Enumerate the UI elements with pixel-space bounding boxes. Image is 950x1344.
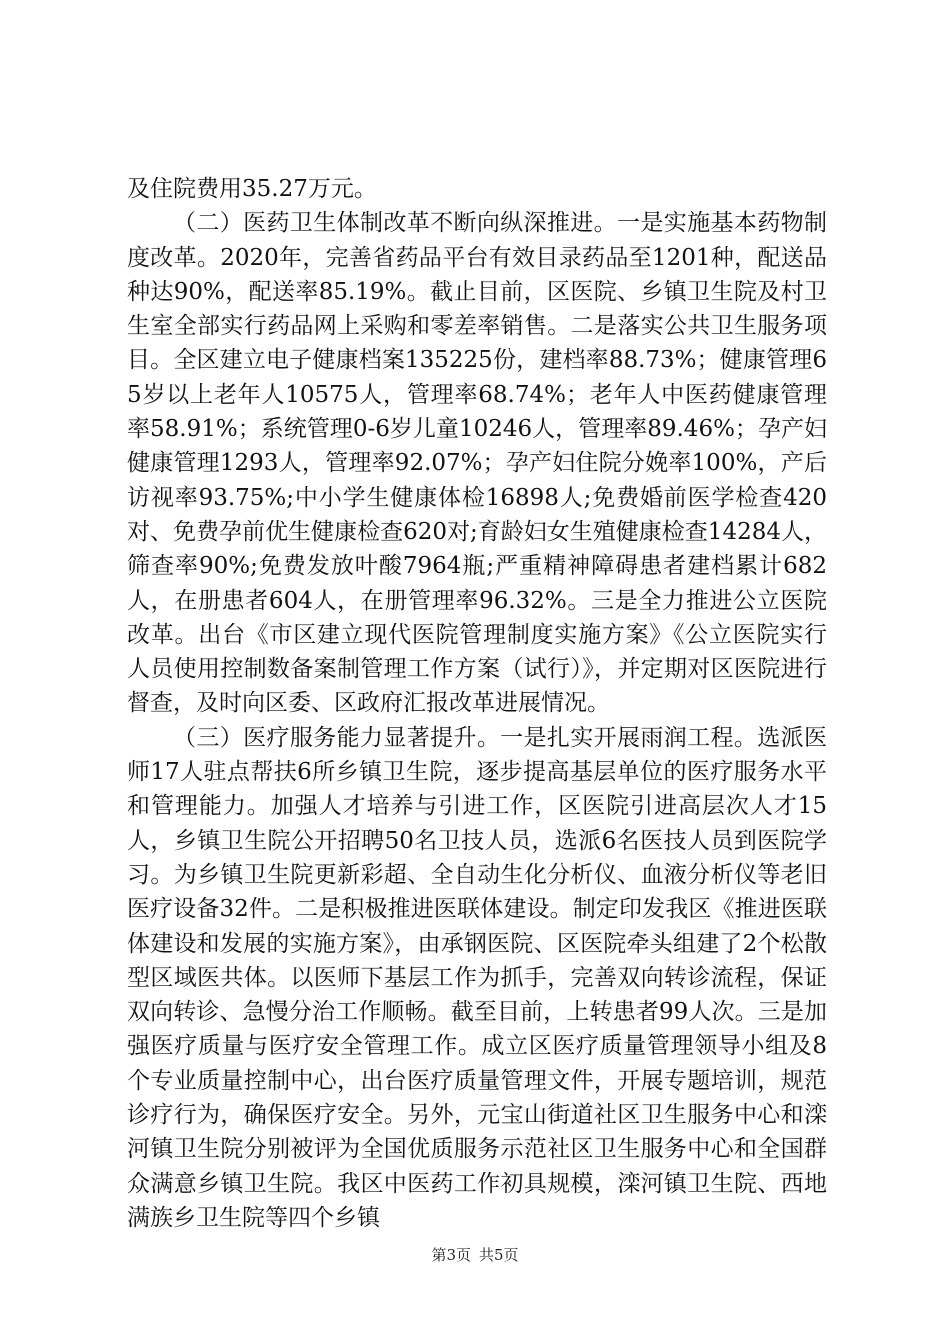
page-number: 第3页: [431, 1246, 471, 1264]
paragraph-2: （二）医药卫生体制改革不断向纵深推进。一是实施基本药物制度改革。2020年，完善省药品平台有效目录药品至1201种，配送品种达90%，配送率85.19%。截止目前，区医院、乡镇卫生院及村卫生室全部实行药品网上采购和零差率销售。二是落实公共卫生服务项目。全区建立电子健康档案135225份，建档率88.73%；健康管理65岁以上老年人10575人，管理率68.74%；老年人中医药健康管理率58.91%；系统管理0-6岁儿童10246人，管理率89.46%；孕产妇健康管理1293人，管理率92.07%；孕产妇住院分娩率100%，产后访视率93.75%;中小学生健康体检16898人;免费婚前医学检查420对、免费孕前优生健康检查620对;育龄妇女生殖健康检查14284人，筛查率90%;免费发放叶酸7964瓶;严重精神障碍患者建档累计682人，在册患者604人，在册管理率96.32%。三是全力推进公立医院改革。出台《市区建立现代医院管理制度实施方案》《公立医院实行人员使用控制数备案制管理工作方案（试行）》，并定期对区医院进行督查，及时向区委、区政府汇报改革进展情况。: [127, 210, 827, 717]
page-total: 共5页: [479, 1246, 519, 1264]
page-footer: [0, 1244, 950, 1265]
paragraph-1: 及住院费用35.27万元。: [127, 176, 377, 202]
paragraph-3: （三）医疗服务能力显著提升。一是扎实开展雨润工程。选派医师17人驻点帮扶6所乡镇卫生院，逐步提高基层单位的医疗服务水平和管理能力。加强人才培养与引进工作，区医院引进高层次人才15人，乡镇卫生院公开招聘50名卫技人员，选派6名医技人员到医院学习。为乡镇卫生院更新彩超、全自动生化分析仪、血液分析仪等老旧医疗设备32件。二是积极推进医联体建设。制定印发我区《推进医联体建设和发展的实施方案》，由承钢医院、区医院牵头组建了2个松散型区域医共体。以医师下基层工作为抓手，完善双向转诊流程，保证双向转诊、急慢分治工作顺畅。截至目前，上转患者99人次。三是加强医疗质量与医疗安全管理工作。成立区医疗质量管理领导小组及8个专业质量控制中心，出台医疗质量管理文件，开展专题培训，规范诊疗行为，确保医疗安全。另外，元宝山街道社区卫生服务中心和滦河镇卫生院分别被评为全国优质服务示范社区卫生服务中心和全国群众满意乡镇卫生院。我区中医药工作初具规模，滦河镇卫生院、西地满族乡卫生院等四个乡镇: [127, 724, 827, 1231]
document-body: [127, 172, 827, 1235]
